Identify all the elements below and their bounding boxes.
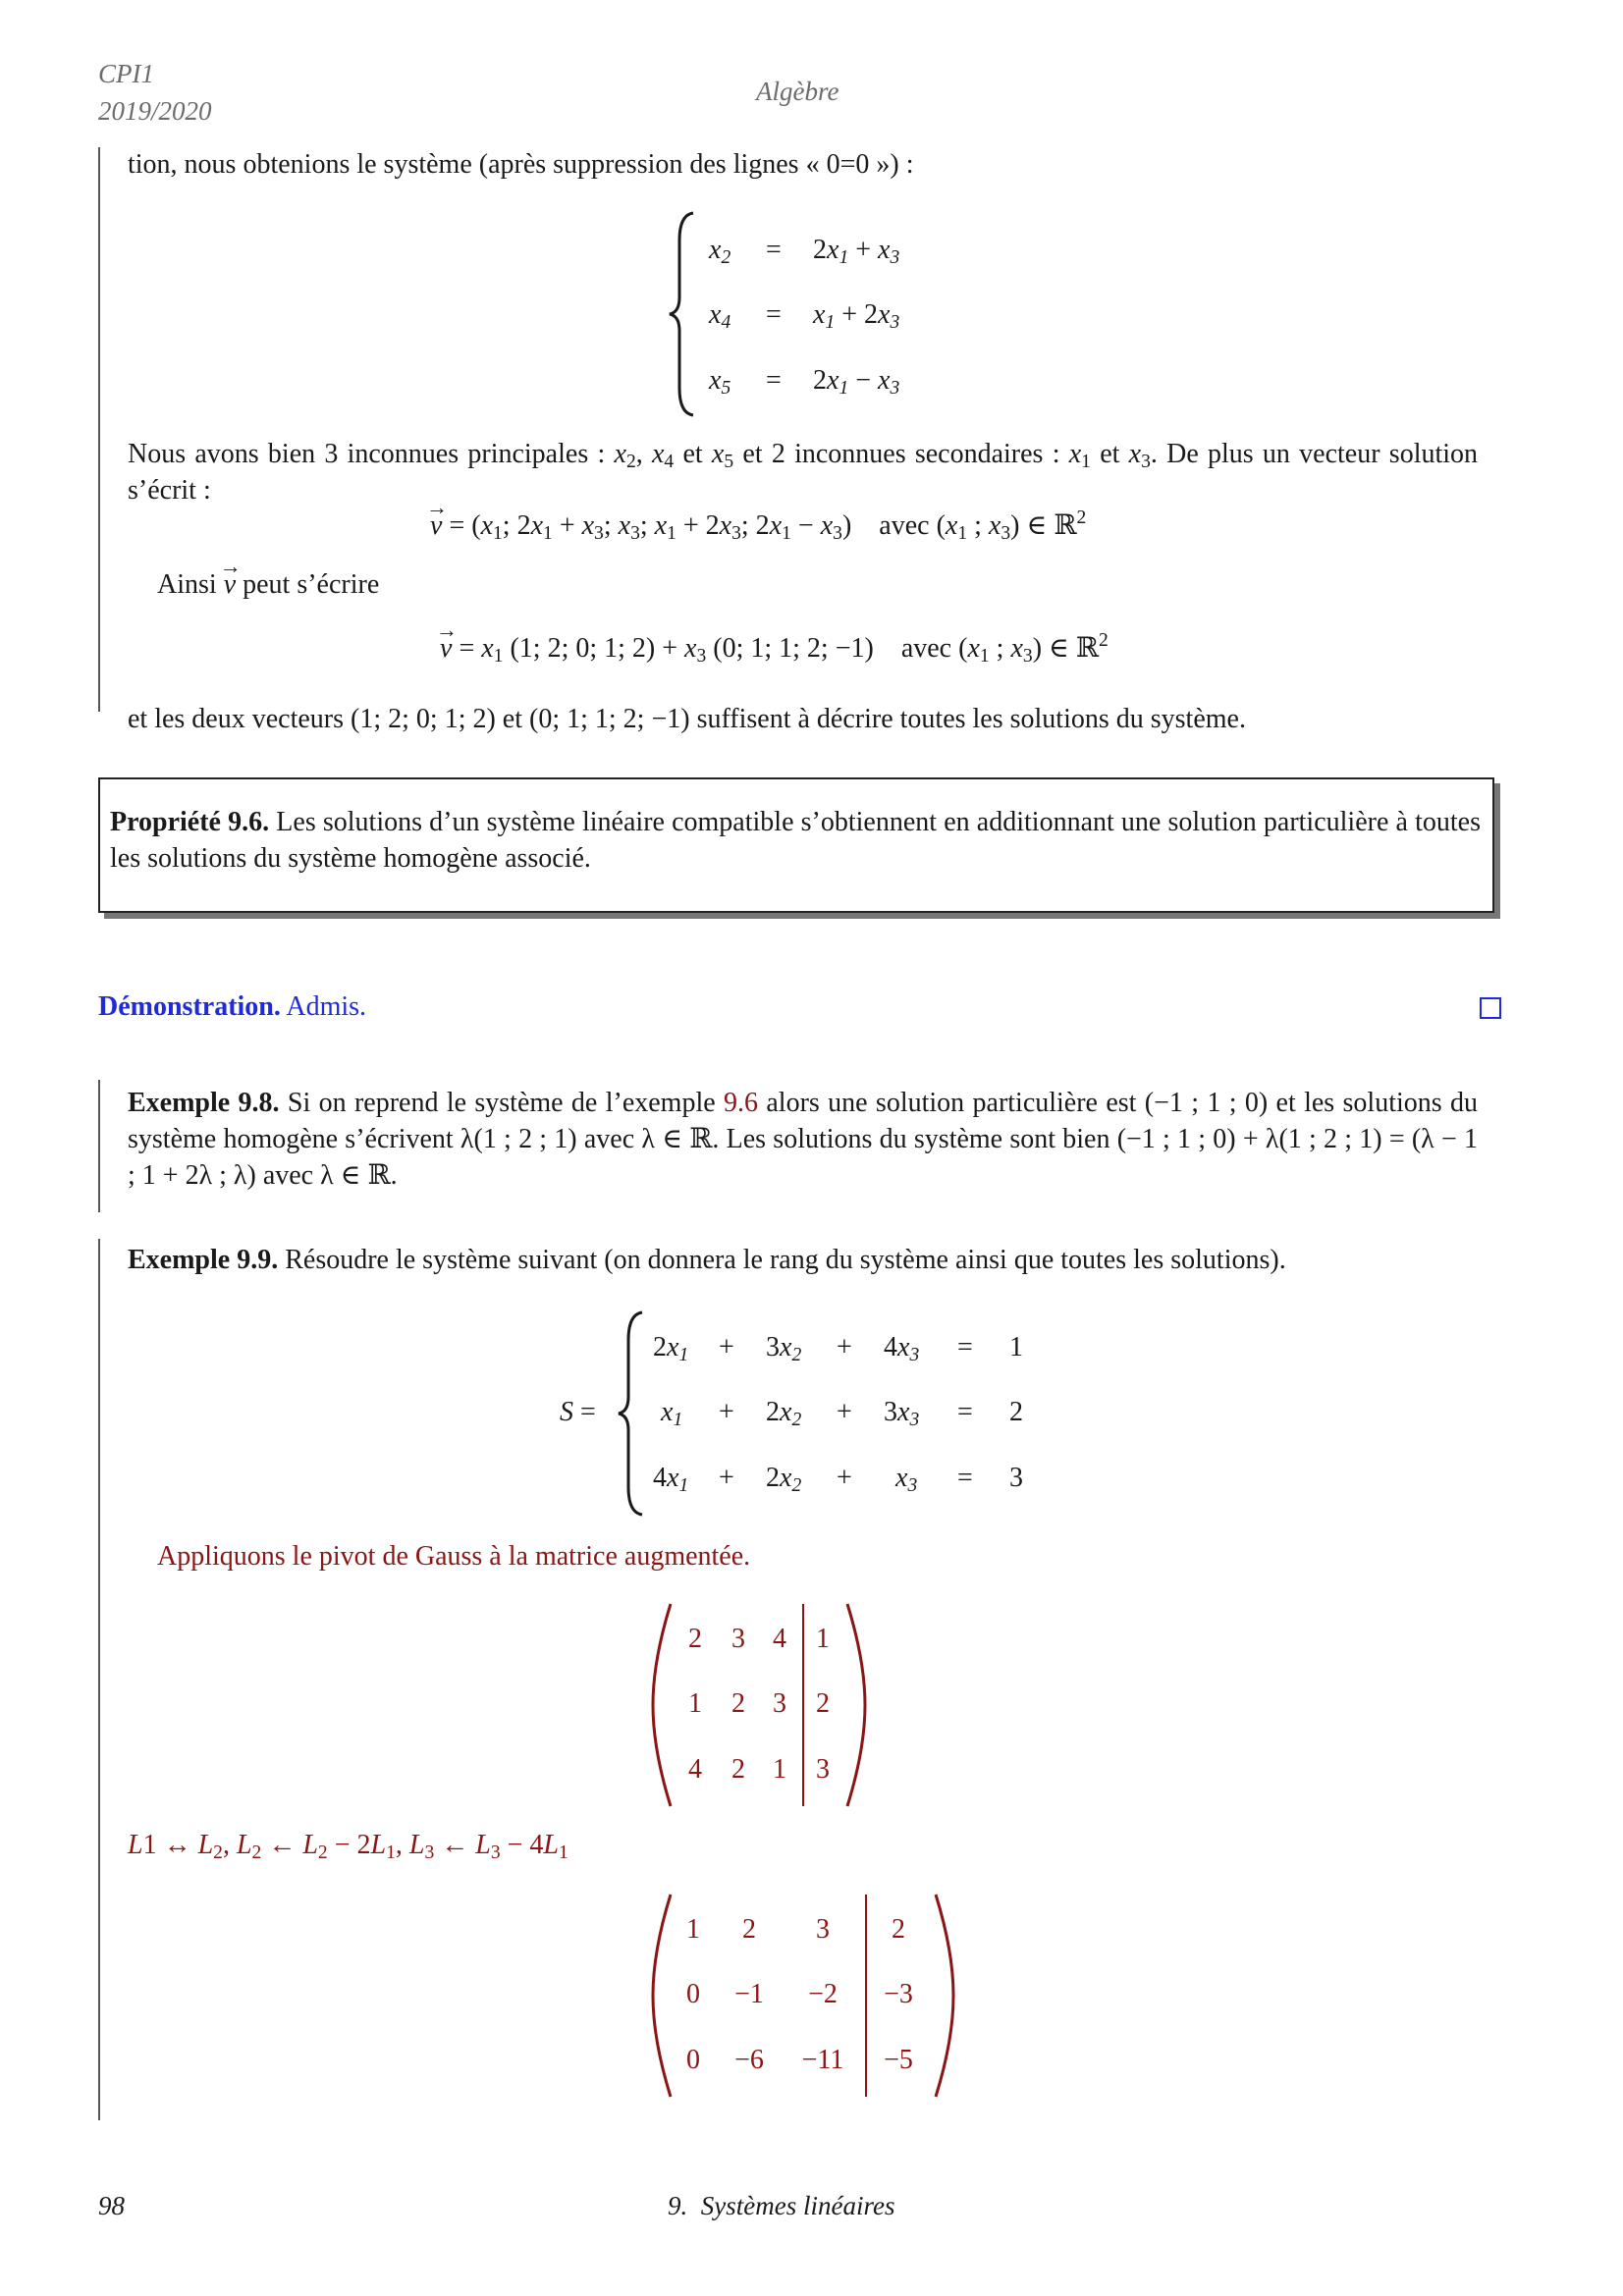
S-r3-c3: $x_3$ (895, 1463, 918, 1496)
matrix-left-paren (651, 1602, 675, 1808)
S-r3-op1: + (719, 1463, 734, 1493)
S-r2-c1: $x_1$ (661, 1397, 683, 1430)
matrix-cell: 1 (773, 1754, 786, 1785)
matrix-cell: 1 (688, 1688, 702, 1719)
matrix-cell: 0 (686, 1979, 700, 2009)
S-r2-c3: $3x_3$ (884, 1397, 920, 1430)
S-r2-op1: + (719, 1397, 734, 1427)
S-r3-c2: $2x_2$ (766, 1463, 802, 1496)
matrix-cell: −11 (801, 2045, 844, 2075)
system-1-row-2: $x_4$ (709, 299, 731, 333)
S-r3-rhs: 3 (1009, 1463, 1023, 1493)
matrix-separator (865, 1895, 867, 2097)
vector-solution-line-2: v → = $x_1$ (1; 2; 0; 1; $2) + x_3$ (0; 1; 1; 2; −1) avec ($x_1$ ; $x_3$) ∈ ℝ$^2$ (436, 617, 1109, 667)
S-r1-op1: + (719, 1332, 734, 1362)
system-1-rhs-2: $x_1 + 2x_3$ (813, 299, 900, 333)
chapter-title: 9. Systèmes linéaires (668, 2191, 895, 2220)
header-subject: Algèbre (756, 77, 839, 106)
system-S (560, 1310, 1051, 1517)
augmented-matrix-2 (651, 1893, 955, 2099)
S-r3-op2: + (837, 1463, 852, 1493)
system-1-eq-2: = (766, 299, 782, 330)
S-r2-c2: $2x_2$ (766, 1397, 802, 1430)
matrix-cell: 1 (686, 1914, 700, 1945)
property-box (98, 777, 1494, 913)
example-ref-link[interactable]: 9.6 (724, 1088, 759, 1118)
vector-solution-line-1: v → = ($x_1$; $2x_1 + x_3$; $x_3$; $x_1 + 2x_3$; $2x_1 - x_3$) avec ($x_1$ ; $x_3$) ∈ ℝ$^2$ (426, 495, 1087, 544)
left-brace (668, 211, 697, 417)
matrix-left-paren (651, 1893, 675, 2099)
page-number: 98 (98, 2191, 125, 2220)
matrix-cell: 0 (686, 2045, 700, 2075)
S-r1-c2: $3x_2$ (766, 1332, 802, 1365)
vector-arrow-icon: → (436, 617, 458, 642)
matrix-cell: 2 (742, 1914, 756, 1945)
property-label: Propriété 9.6. (110, 807, 270, 837)
system-1-row-3: $x_5$ (709, 365, 731, 399)
example-9-8: Exemple 9.8. Si on reprend le système de l’exemple 9.6 alors une solution particulière est (−1 ; 1 ; 0) et les solutions du système homogène s’écrivent λ(1 ; 2 ; 1) avec λ ∈ ℝ. Les solutions du système sont bien (−1 ; 1 ; 0) + λ(1 ; 2 ; 1) = (λ − 1 ; 1 + 2λ ; λ) avec λ ∈ ℝ. (128, 1088, 1479, 1191)
matrix-cell: 2 (816, 1688, 830, 1719)
demonstration-line (98, 989, 366, 1026)
S-r2-op2: + (837, 1397, 852, 1427)
system-1-row-1: $x_2$ (709, 235, 731, 268)
unknowns-paragraph: Nous avons bien 3 inconnues principales : $x_2$, $x_4$ et $x_5$ et 2 inconnues secondaires : $x_1$ et $x_3$. De plus un vecteur solution s’écrit : (128, 439, 1479, 506)
system-1-rhs-1: $2x_1 + x_3$ (813, 235, 900, 268)
matrix-cell: 3 (731, 1624, 745, 1654)
matrix-cell: 3 (773, 1688, 786, 1719)
system-1-eq-3: = (766, 365, 782, 396)
matrix-right-paren (843, 1602, 867, 1808)
matrix-cell: −1 (734, 1979, 764, 2009)
S-r1-rhs: 1 (1009, 1332, 1023, 1362)
S-r3-eq: = (957, 1463, 973, 1493)
matrix-cell: −5 (884, 2045, 913, 2075)
S-r3-c1: $4x_1$ (653, 1463, 689, 1496)
matrix-cell: 3 (816, 1754, 830, 1785)
demonstration-label: Démonstration. (98, 991, 281, 1022)
property-text: Propriété 9.6. Les solutions d’un système linéaire compatible s’obtiennent en additionnant une solution particulière à toutes les solutions du système homogène associé. (110, 807, 1482, 874)
matrix-cell: 2 (731, 1688, 745, 1719)
example-9-9-label: Exemple 9.9. (128, 1245, 279, 1275)
matrix-cell: 2 (731, 1754, 745, 1785)
left-margin-rule-ex98 (98, 1080, 100, 1212)
S-r1-c3: $4x_3$ (884, 1332, 920, 1365)
gauss-intro: Appliquons le pivot de Gauss à la matrice augmentée. (157, 1541, 751, 1572)
row-operations: L1 ↔ $L_2$, $L_2$ ← $L_2 - 2L_1$, $L_3$ ← $L_3 - 4L_1$ (128, 1830, 568, 1863)
header-year: 2019/2020 (98, 96, 212, 126)
S-r2-eq: = (957, 1397, 973, 1427)
S-r2-rhs: 2 (1009, 1397, 1023, 1427)
matrix-cell: 4 (688, 1754, 702, 1785)
matrix-cell: 2 (688, 1624, 702, 1654)
S-r1-c1: $2x_1$ (653, 1332, 689, 1365)
matrix-cell: −6 (734, 2045, 764, 2075)
system-S-label: S = (560, 1397, 596, 1427)
matrix-cell: 1 (816, 1624, 830, 1654)
left-brace (617, 1310, 646, 1517)
matrix-cell: 4 (773, 1624, 786, 1654)
vector-arrow-icon: → (219, 554, 242, 578)
matrix-right-paren (932, 1893, 955, 2099)
example-9-9-statement: Exemple 9.9. Résoudre le système suivant (on donnera le rang du système ainsi que toutes les solutions). (128, 1245, 1286, 1275)
system-1 (668, 211, 962, 417)
qed-square-icon (1480, 997, 1501, 1019)
augmented-matrix-1 (651, 1602, 867, 1808)
conclusion-line: et les deux vecteurs (1; 2; 0; 1; 2) et (0; 1; 1; 2; −1) suffisent à décrire toutes les solutions du système. (128, 704, 1246, 734)
vector-arrow-icon: → (426, 495, 448, 519)
system-1-rhs-3: $2x_1 - x_3$ (813, 365, 900, 399)
S-r1-op2: + (837, 1332, 852, 1362)
ainsi-line: Ainsi v → peut s’écrire (157, 554, 380, 600)
matrix-separator (802, 1604, 804, 1806)
header-course: CPI1 (98, 59, 154, 88)
matrix-cell: 3 (816, 1914, 830, 1945)
demonstration-text: Admis. (286, 991, 367, 1022)
matrix-cell: −2 (808, 1979, 838, 2009)
system-1-eq-1: = (766, 235, 782, 265)
intro-line: tion, nous obtenions le système (après suppression des lignes « 0=0 ») : (128, 149, 914, 180)
example-9-8-label: Exemple 9.8. (128, 1088, 280, 1118)
S-r1-eq: = (957, 1332, 973, 1362)
left-margin-rule-top (98, 147, 100, 712)
matrix-cell: −3 (884, 1979, 913, 2009)
matrix-cell: 2 (892, 1914, 905, 1945)
left-margin-rule-ex99 (98, 1239, 100, 2120)
